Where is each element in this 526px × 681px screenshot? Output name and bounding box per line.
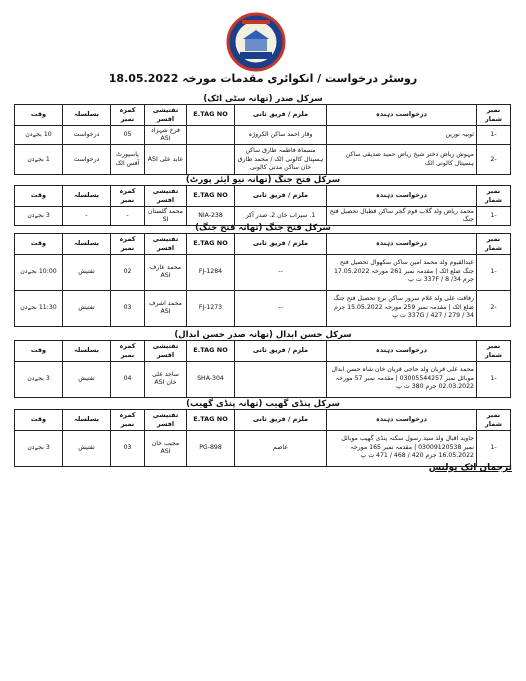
col-serial: نمبر شمار [477,186,511,207]
table-row [15,125,511,145]
section-title-3: سرکل فتح جنگ (تھانہ فتح جنگ) [195,223,331,233]
cell-accused [235,361,327,397]
col-room: کمرہ نمبر [111,105,145,126]
col-etag: E.TAG NO [187,105,235,126]
col-session: بسلسلہ [63,186,111,207]
cell-serial: -1 [477,430,511,466]
cell-room: 03 [111,290,145,326]
cell-room: 02 [111,254,145,290]
cell-accused: -- [235,290,327,326]
cell-officer: محمد گلستان SI [145,206,187,226]
footer-signature: ترجمان اٹک پولیس [428,463,512,473]
col-session: بسلسلہ [63,234,111,255]
cell-serial: -1 [477,361,511,397]
cell-time: 3 بجےدن [15,430,63,466]
col-accused: ملزم / فریق ثانی [235,234,327,255]
col-time: وقت [15,410,63,431]
table-row [15,430,511,466]
cell-applicant: جاوید اقبال ولد سید رسول سکنہ پنڈی گھیب موبائل نمبر 03009120538 | مقدمہ نمبر 165 مورخہ 16.05.2022 جرم 420 / 468 / 471 ت پ [327,430,477,466]
cell-etag: PG-898 [187,430,235,466]
col-serial: نمبر شمار [477,410,511,431]
cell-time: 3 بجےدن [15,361,63,397]
cell-etag [187,145,235,175]
cell-officer: ساجد علی خان ASI [145,361,187,397]
cell-session: درخواست [63,125,111,145]
cell-applicant: رفاقت علی ولد غلام سرور ساکن برج تحصیل فتح جنگ ضلع اٹک | مقدمہ نمبر 259 مورخہ 15.05.2022 جرم 337G / 427 / 279 / 34 ت پ [327,290,477,326]
section-table-5 [14,409,511,467]
col-etag: E.TAG NO [187,234,235,255]
cell-officer: محمد اشرف ASI [145,290,187,326]
cell-serial: -1 [477,206,511,226]
col-accused: ملزم / فریق ثانی [235,105,327,126]
col-applicant: درخواست دہندہ [327,186,477,207]
col-session: بسلسلہ [63,410,111,431]
cell-officer: محمد عارف ASI [145,254,187,290]
col-applicant: درخواست دہندہ [327,105,477,126]
cell-time: 11:30 بجےدن [15,290,63,326]
cell-room: پاسپورٹ آفس اٹک [111,145,145,175]
cell-applicant: ثوبیہ نورین [327,125,477,145]
col-officer: تفتیشی افسر [145,186,187,207]
col-accused: ملزم / فریق ثانی [235,341,327,362]
cell-room: 05 [111,125,145,145]
col-room: کمرہ نمبر [111,341,145,362]
table-row [15,290,511,326]
cell-etag: NIA-238 [187,206,235,226]
cell-serial: -1 [477,125,511,145]
cell-accused: -- [235,254,327,290]
col-applicant: درخواست دہندہ [327,410,477,431]
cell-accused: وقار احمد ساکن الکروڑہ [235,125,327,145]
col-time: وقت [15,234,63,255]
cell-serial: -2 [477,145,511,175]
col-serial: نمبر شمار [477,341,511,362]
cell-officer: عابد علی ASI [145,145,187,175]
section-table-2 [14,185,511,226]
col-officer: تفتیشی افسر [145,410,187,431]
cell-session: تفتیش [63,361,111,397]
section-title-4: سرکل حسن ابدال (تھانہ صدر حسن ابدال) [174,330,352,340]
cell-room: 03 [111,430,145,466]
col-time: وقت [15,341,63,362]
cell-time: 1 بجےدن [15,145,63,175]
cell-accused: عاصم [235,430,327,466]
section-table-3 [14,233,511,327]
cell-etag: SHA-304 [187,361,235,397]
cell-session: - [63,206,111,226]
section-title-2: سرکل فتح جنگ (تھانہ نیو ایئر پورٹ) [185,175,341,185]
cell-applicant: مہوش ریاض دختر شیخ ریاض حمید صدیقی ساکن ہسپتال کالونی اٹک [327,145,477,175]
cell-etag: FJ-1273 [187,290,235,326]
cell-serial: -1 [477,254,511,290]
col-accused: ملزم / فریق ثانی [235,186,327,207]
col-accused: ملزم / فریق ثانی [235,410,327,431]
col-etag: E.TAG NO [187,186,235,207]
section-title-1: سرکل صدر (تھانہ سٹی اٹک) [203,94,323,104]
col-time: وقت [15,105,63,126]
col-officer: تفتیشی افسر [145,105,187,126]
col-time: وقت [15,186,63,207]
col-session: بسلسلہ [63,341,111,362]
cell-session: تفتیش [63,430,111,466]
cell-room: - [111,206,145,226]
col-officer: تفتیشی افسر [145,234,187,255]
page-title: روسٹر درخواست / انکوائری مقدمات مورخہ 18.05.2022 [108,72,418,85]
cell-accused: مسماۃ فاطمہ طارق ساکن ہسپتال کالونی اٹک / محمد طارق خان ساکن مدنی کالونی [235,145,327,175]
cell-accused: 1. سیراب خان 2. صدر آکر [235,206,327,226]
cell-etag [187,125,235,145]
col-etag: E.TAG NO [187,410,235,431]
col-applicant: درخواست دہندہ [327,341,477,362]
col-session: بسلسلہ [63,105,111,126]
cell-serial: -2 [477,290,511,326]
col-room: کمرہ نمبر [111,234,145,255]
cell-applicant: محمد علی قربان ولد حاجی قربان خان شاہ حسن ابدال موبائل نمبر 03005544257 | مقدمہ نمبر 57 مورخہ 02.03.2022 جرم 380 ت پ [327,361,477,397]
section-title-5: سرکل پنڈی گھیب (تھانہ پنڈی گھیب) [186,399,340,409]
col-serial: نمبر شمار [477,105,511,126]
cell-session: درخواست [63,145,111,175]
cell-officer: مجیب خان ASI [145,430,187,466]
col-serial: نمبر شمار [477,234,511,255]
table-row [15,145,511,175]
cell-etag: FJ-1284 [187,254,235,290]
police-logo [226,12,286,72]
cell-session: تفتیش [63,254,111,290]
cell-time: 10:00 بجےدن [15,254,63,290]
cell-time: 3 بجےدن [15,206,63,226]
cell-time: 10 بجےدن [15,125,63,145]
cell-room: 04 [111,361,145,397]
cell-applicant: محمد ریاض ولد گلاب قوم گجر ساکن قطبال تحصیل فتح جنگ [327,206,477,226]
cell-officer: فرخ شہزاد ASI [145,125,187,145]
col-officer: تفتیشی افسر [145,341,187,362]
col-etag: E.TAG NO [187,341,235,362]
cell-applicant: عبدالقیوم ولد محمد امین ساکن سکھوال تحصیل فتح جنگ ضلع اٹک | مقدمہ نمبر 261 مورخہ 17.05.2022 جرم 34/ 337F / 8 ت پ [327,254,477,290]
col-applicant: درخواست دہندہ [327,234,477,255]
cell-session: تفتیش [63,290,111,326]
table-row [15,254,511,290]
section-table-1 [14,104,511,175]
section-table-4 [14,340,511,398]
col-room: کمرہ نمبر [111,186,145,207]
col-room: کمرہ نمبر [111,410,145,431]
table-row [15,361,511,397]
